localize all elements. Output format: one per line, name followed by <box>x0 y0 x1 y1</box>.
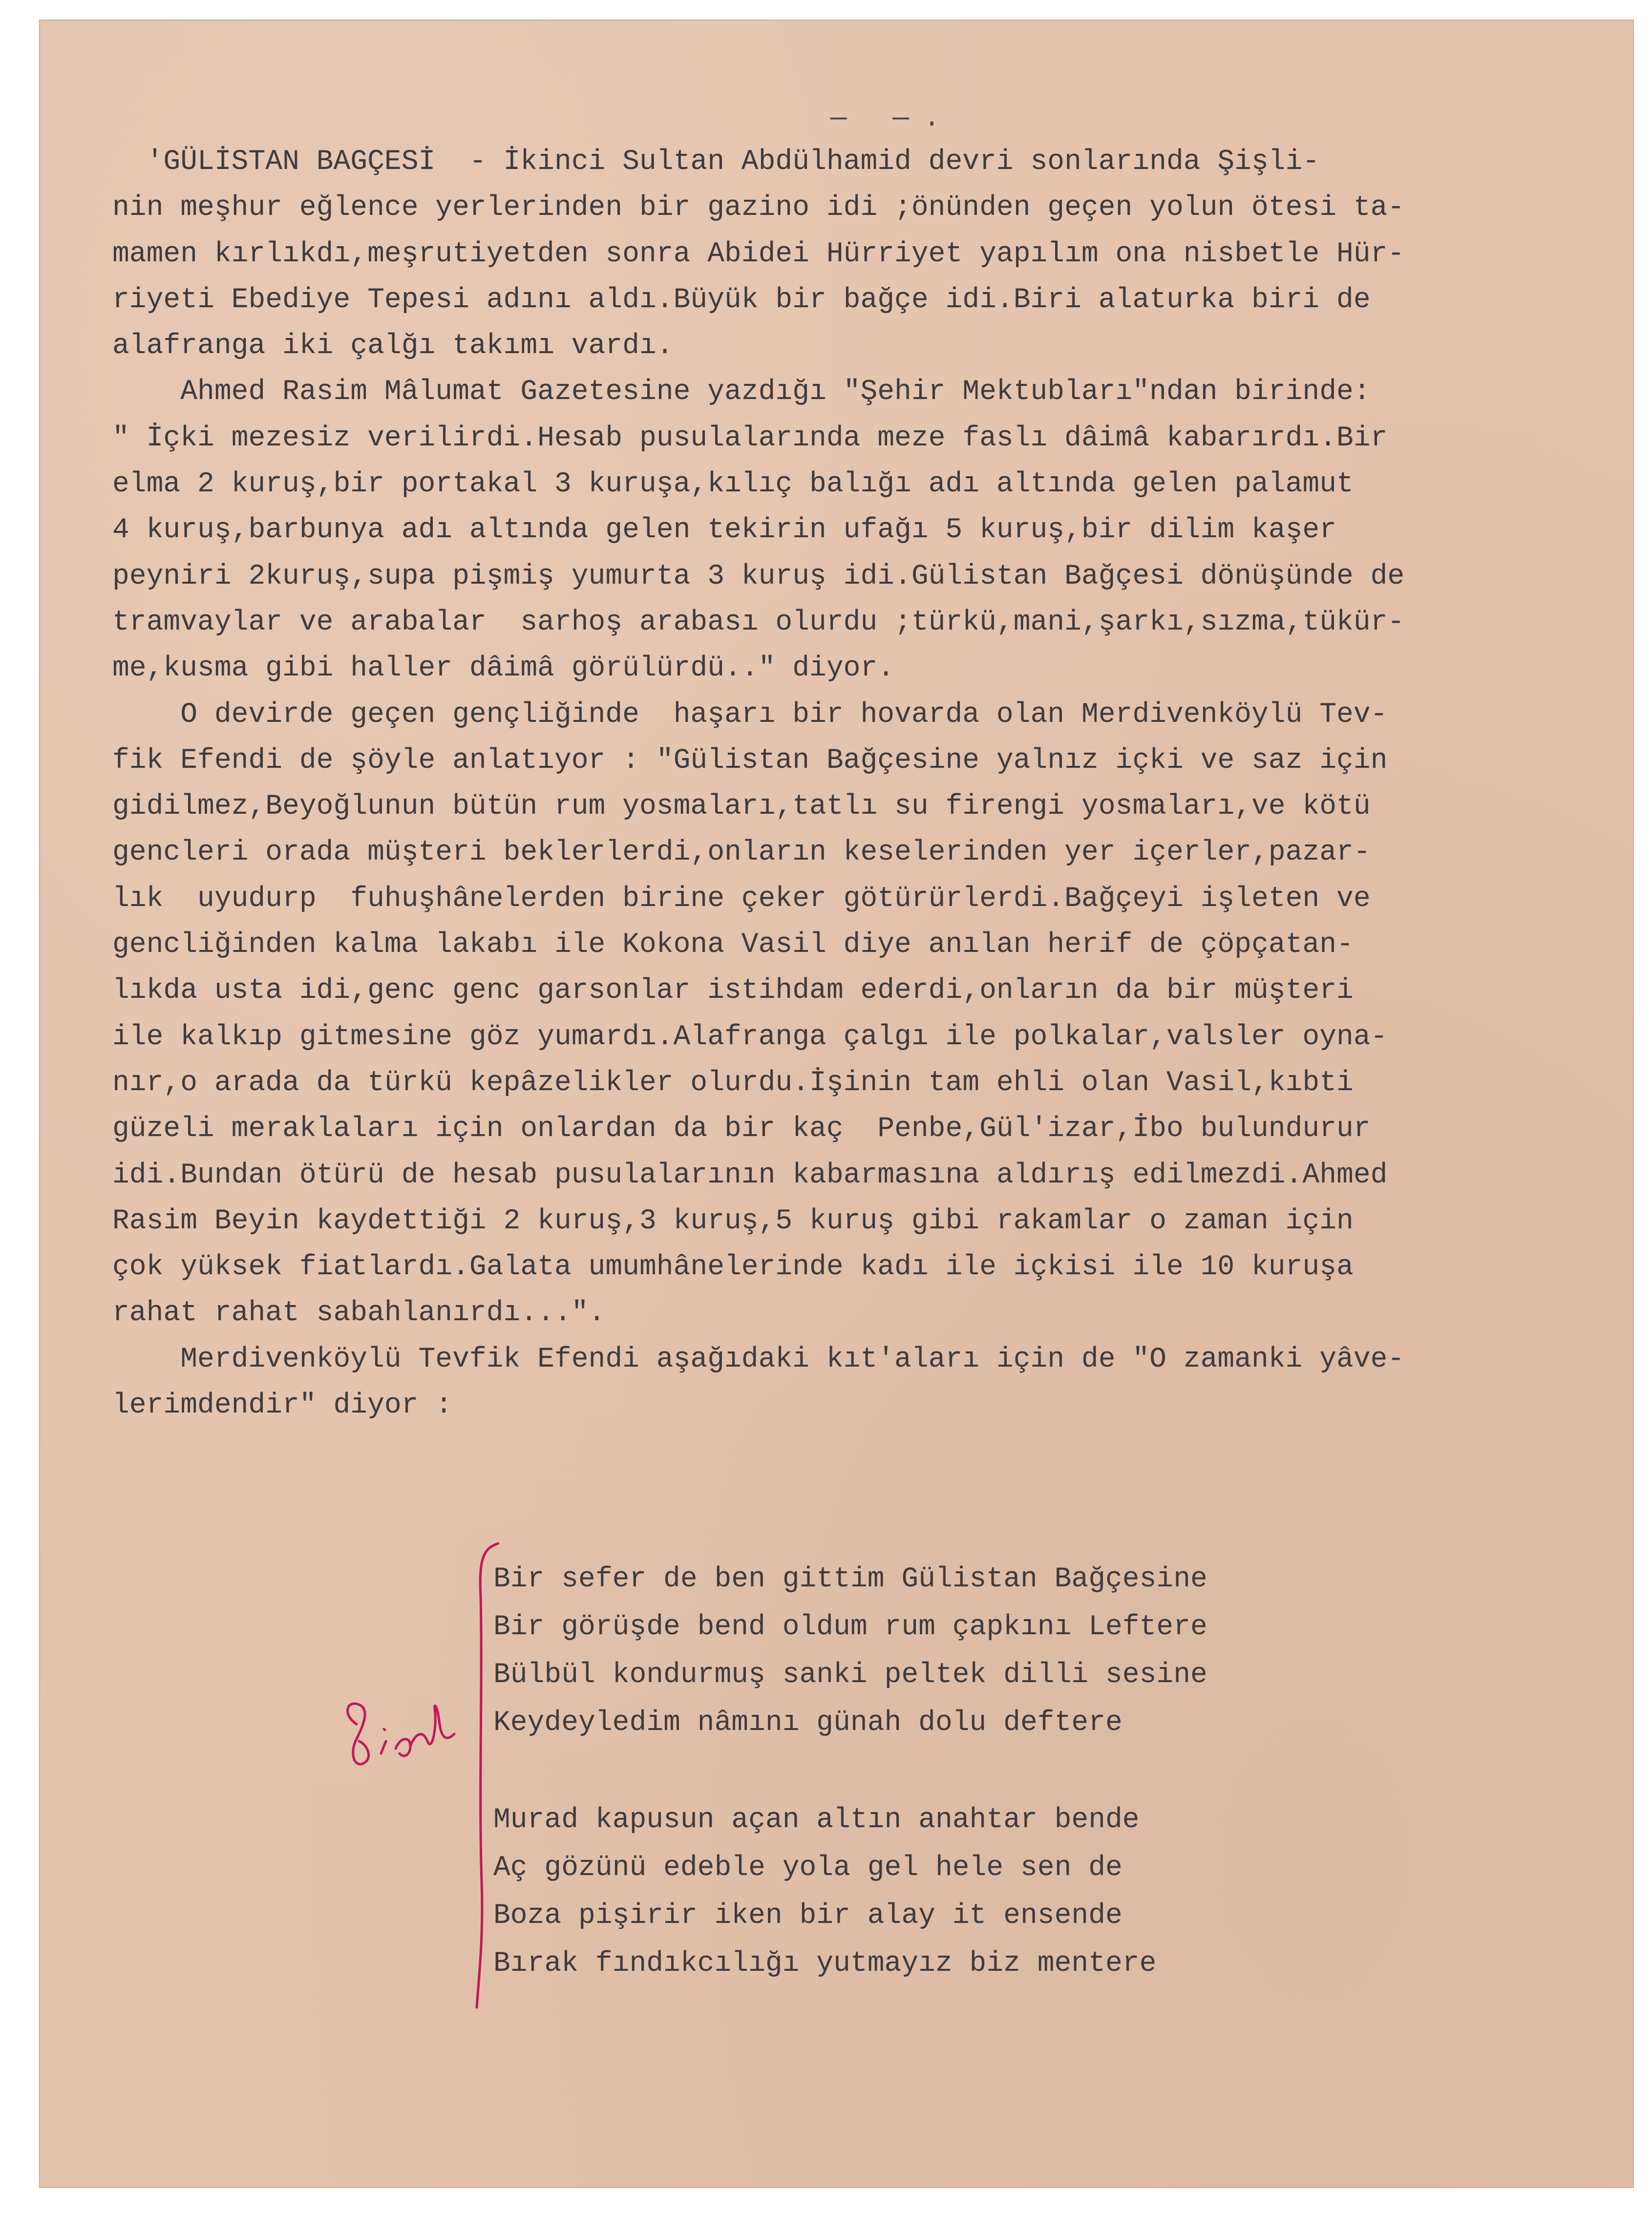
body-line: ile kalkıp gitmesine göz yumardı.Alafranga çalgı ile polkalar,valsler oyna- <box>112 1021 1388 1053</box>
body-line: alafranga iki çalğı takımı vardı. <box>112 330 674 362</box>
body-line: me,kusma gibi haller dâimâ görülürdü.." diyor. <box>112 653 895 685</box>
poem-line: Keydeyledim nâmını günah dolu deftere <box>493 1707 1123 1739</box>
body-line: tramvaylar ve arabalar sarhoş arabası olurdu ;türkü,mani,şarkı,sızma,tükür- <box>112 606 1405 638</box>
body-line: mamen kırlıkdı,meşrutiyetden sonra Abidei Hürriyet yapılım ona nisbetle Hür- <box>112 238 1405 270</box>
body-line: fik Efendi de şöyle anlatıyor : "Gülistan Bağçesine yalnız içki ve saz için <box>112 744 1388 777</box>
body-line: nin meşhur eğlence yerlerinden bir gazino idi ;önünden geçen yolun ötesi ta- <box>112 192 1405 224</box>
body-line: 4 kuruş,barbunya adı altında gelen tekirin ufağı 5 kuruş,bir dilim kaşer <box>112 514 1337 547</box>
body-line: Ahmed Rasim Mâlumat Gazetesine yazdığı "Şehir Mektubları"ndan birinde: <box>112 376 1371 408</box>
poem-stanza-2 <box>493 1796 1519 1988</box>
body-line: Rasim Beyin kaydettiği 2 kuruş,3 kuruş,5 kuruş gibi rakamlar o zaman için <box>112 1205 1354 1237</box>
body-line: 'GÜLİSTAN BAGÇESİ - İkinci Sultan Abdülhamid devri sonlarında Şişli- <box>112 146 1320 178</box>
body-line: " İçki mezesiz verilirdi.Hesab pusulalarında meze faslı dâimâ kabarırdı.Bir <box>112 422 1388 454</box>
body-line: gencliğinden kalma lakabı ile Kokona Vasil diye anılan herif de çöpçatan- <box>112 929 1354 961</box>
poem-line: Bir sefer de ben gittim Gülistan Bağçesine <box>493 1563 1207 1595</box>
body-line: güzeli meraklaları için onlardan da bir kaç Penbe,Gül'izar,İbo bulundurur <box>112 1113 1371 1145</box>
body-line: rahat rahat sabahlanırdı...". <box>112 1297 606 1329</box>
body-line: idi.Bundan ötürü de hesab pusulalarının kabarmasına aldırış edilmezdi.Ahmed <box>112 1159 1388 1191</box>
poem-stanza-1 <box>493 1556 1519 1747</box>
poem-line: Boza pişirir iken bir alay it ensende <box>493 1900 1123 1932</box>
poem-line: Bülbül kondurmuş sanki peltek dilli sesine <box>493 1659 1207 1691</box>
body-text <box>112 139 1617 1429</box>
body-line: lerimdendir" diyor : <box>112 1390 453 1422</box>
document-page <box>39 20 1634 2188</box>
handwritten-margin-note <box>337 1695 484 1802</box>
body-line: gidilmez,Beyoğlunun bütün rum yosmaları,tatlı su firengi yosmaları,ve kötü <box>112 791 1371 823</box>
body-line: Merdivenköylü Tevfik Efendi aşağıdaki kıt'aları için de "O zamanki yâve- <box>112 1343 1405 1375</box>
poem-line: Bırak fındıkcılığı yutmayız biz mentere <box>493 1948 1157 1980</box>
poem-line: Aç gözünü edeble yola gel hele sen de <box>493 1852 1123 1884</box>
poem-line: Murad kapusun açan altın anahtar bende <box>493 1804 1140 1836</box>
body-line: gencleri orada müşteri beklerlerdi,onların keselerinden yer içerler,pazar- <box>112 837 1371 869</box>
body-line: lık uyudurp fuhuşhânelerden birine çeker götürürlerdi.Bağçeyi işleten ve <box>112 883 1371 915</box>
poem-line: Bir görüşde bend oldum rum çapkını Leftere <box>493 1611 1207 1643</box>
header-mark: — —. <box>830 103 955 134</box>
body-line: lıkda usta idi,genc genc garsonlar istihdam ederdi,onların da bir müşteri <box>112 975 1354 1007</box>
body-line: riyeti Ebediye Tepesi adını aldı.Büyük bir bağçe idi.Biri alaturka biri de <box>112 284 1371 316</box>
body-line: çok yüksek fiatlardı.Galata umumhânelerinde kadı ile içkisi ile 10 kuruşa <box>112 1251 1354 1284</box>
body-line: elma 2 kuruş,bir portakal 3 kuruşa,kılıç balığı adı altında gelen palamut <box>112 468 1354 501</box>
body-line: nır,o arada da türkü kepâzelikler olurdu.İşinin tam ehli olan Vasil,kıbti <box>112 1067 1354 1099</box>
body-line: peyniri 2kuruş,supa pişmiş yumurta 3 kuruş idi.Gülistan Bağçesi dönüşünde de <box>112 560 1405 592</box>
body-line: O devirde geçen gençliğinde haşarı bir hovarda olan Merdivenköylü Tev- <box>112 698 1388 731</box>
